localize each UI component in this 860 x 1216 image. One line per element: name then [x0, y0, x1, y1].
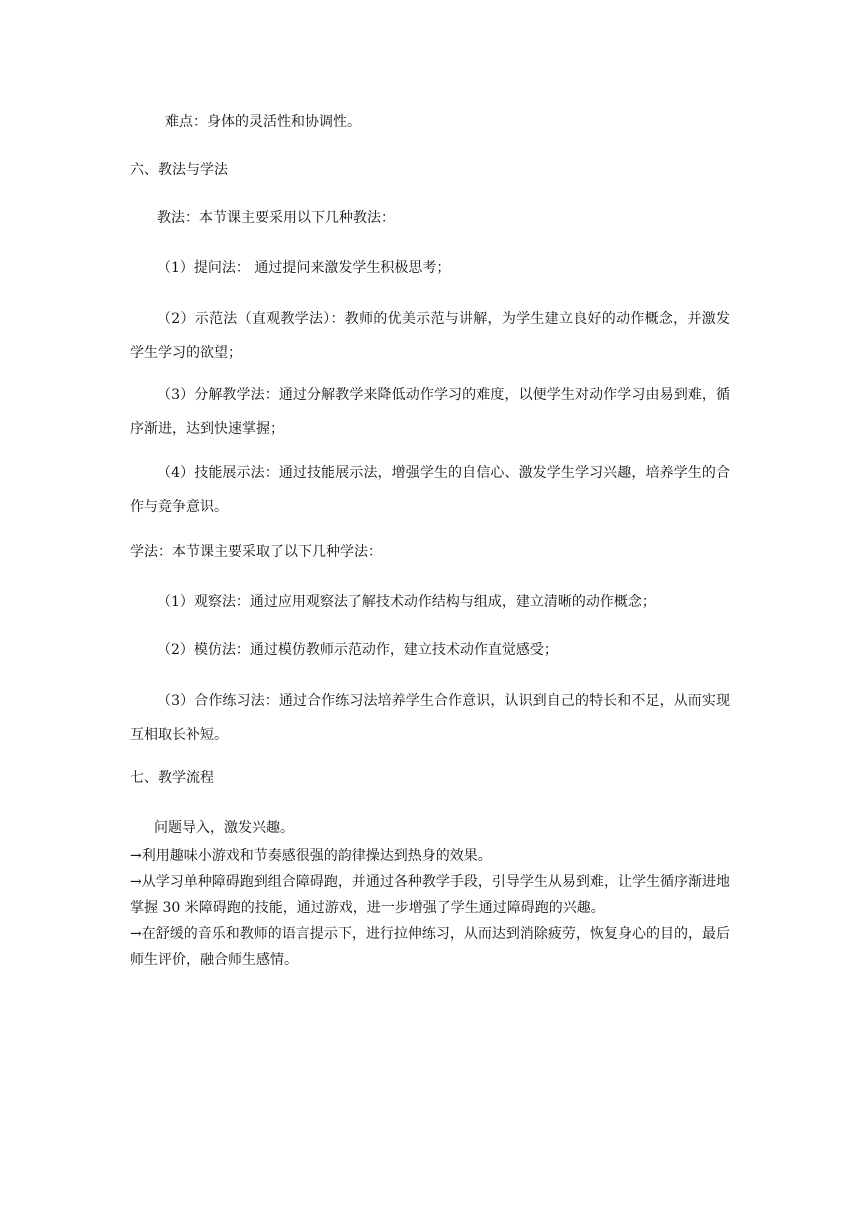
learning-method-item: （1）观察法：通过应用观察法了解技术动作结构与组成，建立清晰的动作概念； [157, 594, 656, 610]
flow-item: →在舒缓的音乐和教师的语言提示下，进行拉伸练习，从而达到消除疲劳，恢复身心的目的，最后师生评价，融合师生感情。 [130, 926, 730, 968]
teaching-methods-intro: 教法：本节课主要采用以下几种教法： [157, 210, 395, 226]
section-7-heading: 七、教学流程 [130, 770, 214, 786]
learning-method-item: （3）合作练习法：通过合作练习法培养学生合作意识，认识到自己的特长和不足，从而实现互相取长补短。 [130, 693, 730, 743]
flow-item: 问题导入，激发兴趣。 [154, 820, 294, 836]
flow-item: →从学习单种障碍跑到组合障碍跑，并通过各种教学手段，引导学生从易到难，让学生循序渐进地掌握 30 米障碍跑的技能，通过游戏，进一步增强了学生通过障碍跑的兴趣。 [130, 874, 730, 916]
teaching-method-item: （3）分解教学法：通过分解教学来降低动作学习的难度，以便学生对动作学习由易到难，循序渐进，达到快速掌握； [130, 387, 730, 437]
difficulty-text: 难点：身体的灵活性和协调性。 [165, 114, 361, 130]
teaching-method-item: （2）示范法（直观教学法）：教师的优美示范与讲解，为学生建立良好的动作概念，并激发学生学习的欲望； [130, 311, 730, 361]
flow-item: →利用趣味小游戏和节奏感很强的韵律操达到热身的效果。 [130, 848, 492, 864]
section-6-heading: 六、教法与学法 [130, 162, 228, 178]
learning-methods-intro: 学法：本节课主要采取了以下几种学法： [130, 544, 382, 560]
teaching-method-item: （4）技能展示法：通过技能展示法，增强学生的自信心、激发学生学习兴趣，培养学生的合作与竞争意识。 [130, 465, 730, 515]
learning-method-item: （2）模仿法：通过模仿教师示范动作，建立技术动作直觉感受； [157, 642, 558, 658]
teaching-method-item: （1）提问法： 通过提问来激发学生积极思考； [157, 260, 451, 276]
